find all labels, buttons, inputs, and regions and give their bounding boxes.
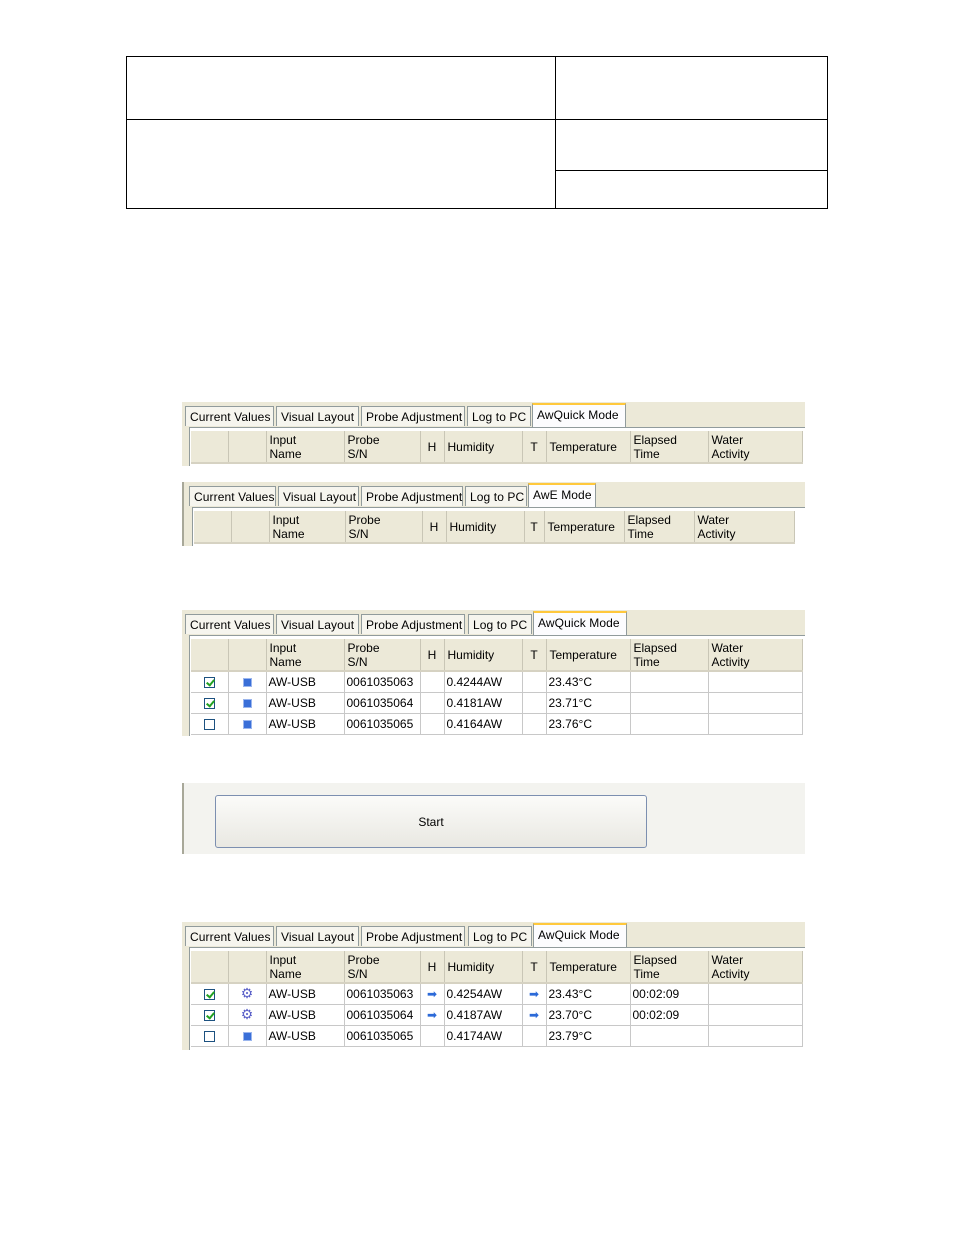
awquick-header-screenshot <box>182 402 805 466</box>
document-table <box>126 56 828 209</box>
water-activity-cell <box>708 1026 802 1047</box>
water-activity-cell <box>708 1005 802 1026</box>
readings-header <box>191 431 803 464</box>
tab-log-to-pc[interactable]: Log to PC <box>467 406 531 426</box>
col-humidity[interactable]: Humidity <box>444 431 522 463</box>
col-temperature[interactable]: Temperature <box>544 511 624 543</box>
col-elapsed-time[interactable]: Elapsed Time <box>624 511 694 543</box>
awquick-running-screenshot <box>182 922 805 1050</box>
col-water-activity[interactable]: Water Activity <box>708 951 802 983</box>
grid-panel <box>192 507 805 546</box>
col-temperature[interactable]: Temperature <box>546 639 630 671</box>
col-select[interactable] <box>191 431 228 463</box>
col-input-name[interactable]: Input Name <box>266 431 344 463</box>
col-status[interactable] <box>228 951 266 983</box>
col-t[interactable]: T <box>522 431 546 463</box>
tab-bar <box>182 482 805 508</box>
t-cell <box>522 671 546 693</box>
tab-visual-layout[interactable]: Visual Layout <box>276 406 359 426</box>
tab-awquick-mode[interactable]: AwQuick Mode <box>532 403 626 427</box>
tab-current-values[interactable]: Current Values <box>185 926 274 946</box>
col-input-name[interactable]: Input Name <box>266 951 344 983</box>
t-cell <box>522 693 546 714</box>
tab-current-values[interactable]: Current Values <box>189 486 276 506</box>
select-checkbox[interactable] <box>204 1031 215 1042</box>
arrow-right-icon: ➡ <box>426 1007 438 1022</box>
col-input-name[interactable]: Input Name <box>266 639 344 671</box>
idle-status-icon <box>243 678 252 687</box>
elapsed-cell: 00:02:09 <box>630 983 708 1005</box>
col-t[interactable]: T <box>522 639 546 671</box>
table-row[interactable] <box>191 693 802 714</box>
col-select[interactable] <box>191 951 228 983</box>
arrow-right-icon: ➡ <box>528 986 540 1001</box>
square-icon <box>243 1032 252 1041</box>
temperature-cell: 23.70°C <box>546 1005 630 1026</box>
col-t[interactable]: T <box>522 951 546 983</box>
elapsed-cell <box>630 1026 708 1047</box>
col-elapsed-time[interactable]: Elapsed Time <box>630 431 708 463</box>
temperature-cell: 23.79°C <box>546 1026 630 1047</box>
tab-bar <box>182 402 805 428</box>
col-select[interactable] <box>194 511 231 543</box>
idle-status-icon <box>243 699 252 708</box>
grid-panel <box>189 427 805 466</box>
col-elapsed-time[interactable]: Elapsed Time <box>630 639 708 671</box>
col-probe-sn[interactable]: Probe S/N <box>344 431 420 463</box>
temperature-cell: 23.43°C <box>546 983 630 1005</box>
humidity-cell: 0.4254AW <box>444 983 522 1005</box>
tab-visual-layout[interactable]: Visual Layout <box>276 614 359 634</box>
tab-bar <box>182 922 805 948</box>
water-activity-cell <box>708 693 802 714</box>
gear-icon: ⚙ <box>240 1006 254 1022</box>
col-water-activity[interactable]: Water Activity <box>708 639 802 671</box>
tab-probe-adjustment[interactable]: Probe Adjustment <box>361 486 463 506</box>
select-checkbox[interactable] <box>204 1010 215 1021</box>
temperature-cell: 23.71°C <box>546 693 630 714</box>
table-row[interactable] <box>191 983 802 1005</box>
col-water-activity[interactable]: Water Activity <box>708 431 802 463</box>
col-t[interactable]: T <box>524 511 544 543</box>
col-water-activity[interactable]: Water Activity <box>694 511 794 543</box>
col-status[interactable] <box>228 639 266 671</box>
col-humidity[interactable]: Humidity <box>446 511 524 543</box>
tab-current-values[interactable]: Current Values <box>185 406 274 426</box>
start-button-screenshot <box>182 783 805 854</box>
col-h[interactable]: H <box>420 431 444 463</box>
tab-awquick-mode[interactable]: AwQuick Mode <box>533 611 627 635</box>
col-status[interactable] <box>231 511 269 543</box>
probe-sn-cell: 0061035065 <box>344 1026 420 1047</box>
select-checkbox[interactable] <box>204 719 215 730</box>
elapsed-cell: 00:02:09 <box>630 1005 708 1026</box>
probe-sn-cell: 0061035063 <box>344 983 420 1005</box>
select-checkbox[interactable] <box>204 698 215 709</box>
elapsed-cell <box>630 693 708 714</box>
h-cell <box>420 714 444 735</box>
humidity-cell: 0.4244AW <box>444 671 522 693</box>
elapsed-cell <box>630 714 708 735</box>
tab-visual-layout[interactable]: Visual Layout <box>276 926 359 946</box>
table-row[interactable] <box>191 671 802 693</box>
col-h[interactable]: H <box>420 639 444 671</box>
table-row[interactable] <box>191 1005 802 1026</box>
input-name-cell: AW-USB <box>266 693 344 714</box>
col-h[interactable]: H <box>422 511 446 543</box>
probe-sn-cell: 0061035064 <box>344 693 420 714</box>
tab-probe-adjustment[interactable]: Probe Adjustment <box>361 406 465 426</box>
input-name-cell: AW-USB <box>266 983 344 1005</box>
col-select[interactable] <box>191 639 228 671</box>
select-checkbox[interactable] <box>204 989 215 1000</box>
readings-header <box>194 511 795 544</box>
col-temperature[interactable]: Temperature <box>546 431 630 463</box>
idle-status-icon <box>243 720 252 729</box>
tab-current-values[interactable]: Current Values <box>185 614 274 634</box>
water-activity-cell <box>708 671 802 693</box>
probe-sn-cell: 0061035064 <box>344 1005 420 1026</box>
t-cell <box>522 1026 546 1047</box>
awe-header-screenshot <box>182 482 805 546</box>
col-status[interactable] <box>228 431 266 463</box>
col-elapsed-time[interactable]: Elapsed Time <box>630 951 708 983</box>
col-probe-sn[interactable]: Probe S/N <box>344 639 420 671</box>
gear-icon: ⚙ <box>240 985 254 1001</box>
grid-panel <box>189 635 805 736</box>
water-activity-cell <box>708 983 802 1005</box>
readings-table <box>191 639 803 735</box>
water-activity-cell <box>708 714 802 735</box>
col-humidity[interactable]: Humidity <box>444 951 522 983</box>
table-row[interactable] <box>191 714 802 735</box>
tab-probe-adjustment[interactable]: Probe Adjustment <box>361 614 465 634</box>
temperature-cell: 23.76°C <box>546 714 630 735</box>
tab-log-to-pc[interactable]: Log to PC <box>465 486 527 506</box>
start-button[interactable]: Start <box>215 795 647 848</box>
col-humidity[interactable]: Humidity <box>444 639 522 671</box>
t-cell <box>522 714 546 735</box>
tab-awquick-mode[interactable]: AwQuick Mode <box>533 923 627 947</box>
readings-table <box>191 951 803 1047</box>
grid-panel <box>189 947 805 1050</box>
humidity-cell: 0.4164AW <box>444 714 522 735</box>
tab-probe-adjustment[interactable]: Probe Adjustment <box>361 926 465 946</box>
col-temperature[interactable]: Temperature <box>546 951 630 983</box>
humidity-cell: 0.4174AW <box>444 1026 522 1047</box>
col-input-name[interactable]: Input Name <box>269 511 345 543</box>
humidity-cell: 0.4187AW <box>444 1005 522 1026</box>
humidity-cell: 0.4181AW <box>444 693 522 714</box>
h-cell <box>420 693 444 714</box>
tab-visual-layout[interactable]: Visual Layout <box>278 486 359 506</box>
probe-sn-cell: 0061035065 <box>344 714 420 735</box>
tab-awe-mode[interactable]: AwE Mode <box>528 483 596 507</box>
input-name-cell: AW-USB <box>266 671 344 693</box>
col-probe-sn[interactable]: Probe S/N <box>345 511 422 543</box>
col-probe-sn[interactable]: Probe S/N <box>344 951 420 983</box>
select-checkbox[interactable] <box>204 677 215 688</box>
tab-bar <box>182 610 805 636</box>
temperature-cell: 23.43°C <box>546 671 630 693</box>
tab-log-to-pc[interactable]: Log to PC <box>468 614 532 634</box>
input-name-cell: AW-USB <box>266 1026 344 1047</box>
h-cell <box>420 1026 444 1047</box>
window-edge <box>182 783 184 854</box>
arrow-right-icon: ➡ <box>528 1007 540 1022</box>
input-name-cell: AW-USB <box>266 714 344 735</box>
tab-log-to-pc[interactable]: Log to PC <box>468 926 532 946</box>
elapsed-cell <box>630 671 708 693</box>
awquick-readings-screenshot <box>182 610 805 736</box>
col-h[interactable]: H <box>420 951 444 983</box>
table-row[interactable] <box>191 1026 802 1047</box>
h-cell <box>420 671 444 693</box>
probe-sn-cell: 0061035063 <box>344 671 420 693</box>
arrow-right-icon: ➡ <box>426 986 438 1001</box>
input-name-cell: AW-USB <box>266 1005 344 1026</box>
